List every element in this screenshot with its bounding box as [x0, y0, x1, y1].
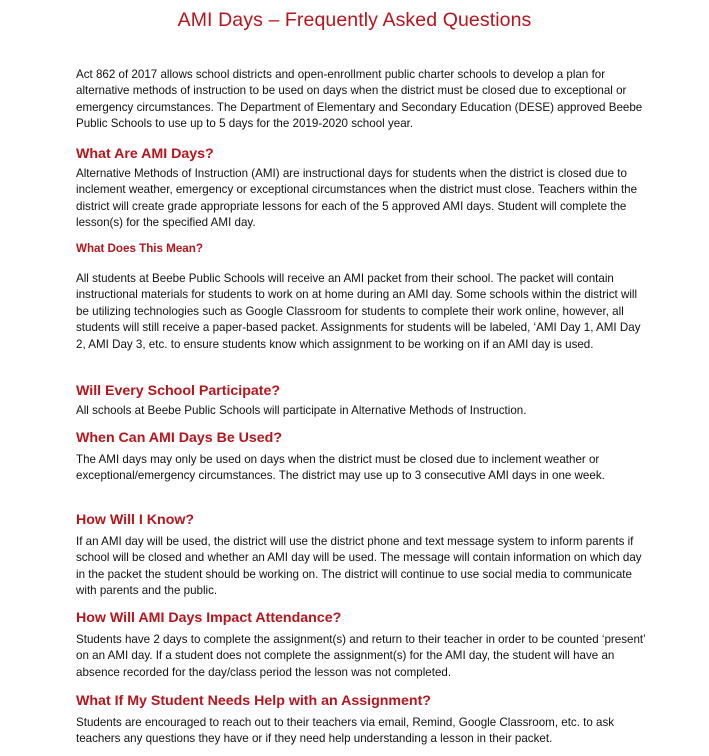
intro-paragraph: Act 862 of 2017 allows school districts and open-enrollment public charter schools to develop a plan for alternative methods of instruction to be used on days when the district must be closed due to exceptional or emergency circumstances. The Department of Elementary and Secondary Education (DESE) approved Beebe Public Schools to use up to 5 days for the 2019-2020 school year. [76, 68, 643, 131]
section-body-will-every-school-participate: All schools at Beebe Public Schools will participate in Alternative Methods of Instruction. [76, 404, 527, 417]
section-heading-what-does-this-mean: What Does This Mean? [76, 242, 203, 255]
section-heading-attendance: How Will AMI Days Impact Attendance? [76, 610, 342, 626]
section-heading-what-are-ami-days: What Are AMI Days? [76, 146, 214, 162]
section-body-how-will-i-know: If an AMI day will be used, the district will use the district phone and text message system to inform parents if school will be closed and whether an AMI day will be used. The message will contain information on which day in the packet the student should be working on. The district will continue to use social media to communicate with parents and the public. [76, 535, 642, 598]
section-heading-how-will-i-know: How Will I Know? [76, 512, 195, 528]
section-body-what-are-ami-days: Alternative Methods of Instruction (AMI) are instructional days for students when the district is closed due to inclement weather, emergency or exceptional circumstances when the district must close. Teachers within the district will create grade appropriate lessons for each of the 5 approved AMI days. Student will complete the lesson(s) for the specified AMI day. [76, 167, 638, 230]
section-heading-help-with-assignment: What If My Student Needs Help with an Assignment? [76, 693, 431, 709]
section-body-attendance: Students have 2 days to complete the assignment(s) and return to their teacher in order to be counted ‘present’ on an AMI day. If a student does not complete the assignment(s) for the AMI day, the student will have an absence recorded for the day/class period the lesson was not completed. [76, 633, 646, 679]
section-body-what-does-this-mean: All students at Beebe Public Schools will receive an AMI packet from their school. The packet will contain instructional materials for students to work on at home during an AMI day. Some schools within the district will be utilizing technologies such as Google Classroom for students to complete their work online, however, all students will still receive a paper-based packet. Assignments for students will be labeled, ‘AMI Day 1, AMI Day 2, AMI Day 3, etc. to ensure students know which assignment to be working on if an AMI day is used. [76, 272, 641, 351]
section-body-help-with-assignment: Students are encouraged to reach out to their teachers via email, Remind, Google Classroom, etc. to ask teachers any questions they have or if they need help understanding a lesson in their packet. [76, 716, 615, 746]
section-body-when-can-ami-days-be-used: The AMI days may only be used on days when the district must be closed due to inclement weather or exceptional/emergency circumstances. The district may use up to 3 consecutive AMI days in one week. [76, 453, 605, 483]
page-title: AMI Days – Frequently Asked Questions [177, 9, 532, 31]
section-heading-when-can-ami-days-be-used: When Can AMI Days Be Used? [76, 430, 283, 446]
section-heading-will-every-school-participate: Will Every School Participate? [76, 383, 281, 399]
